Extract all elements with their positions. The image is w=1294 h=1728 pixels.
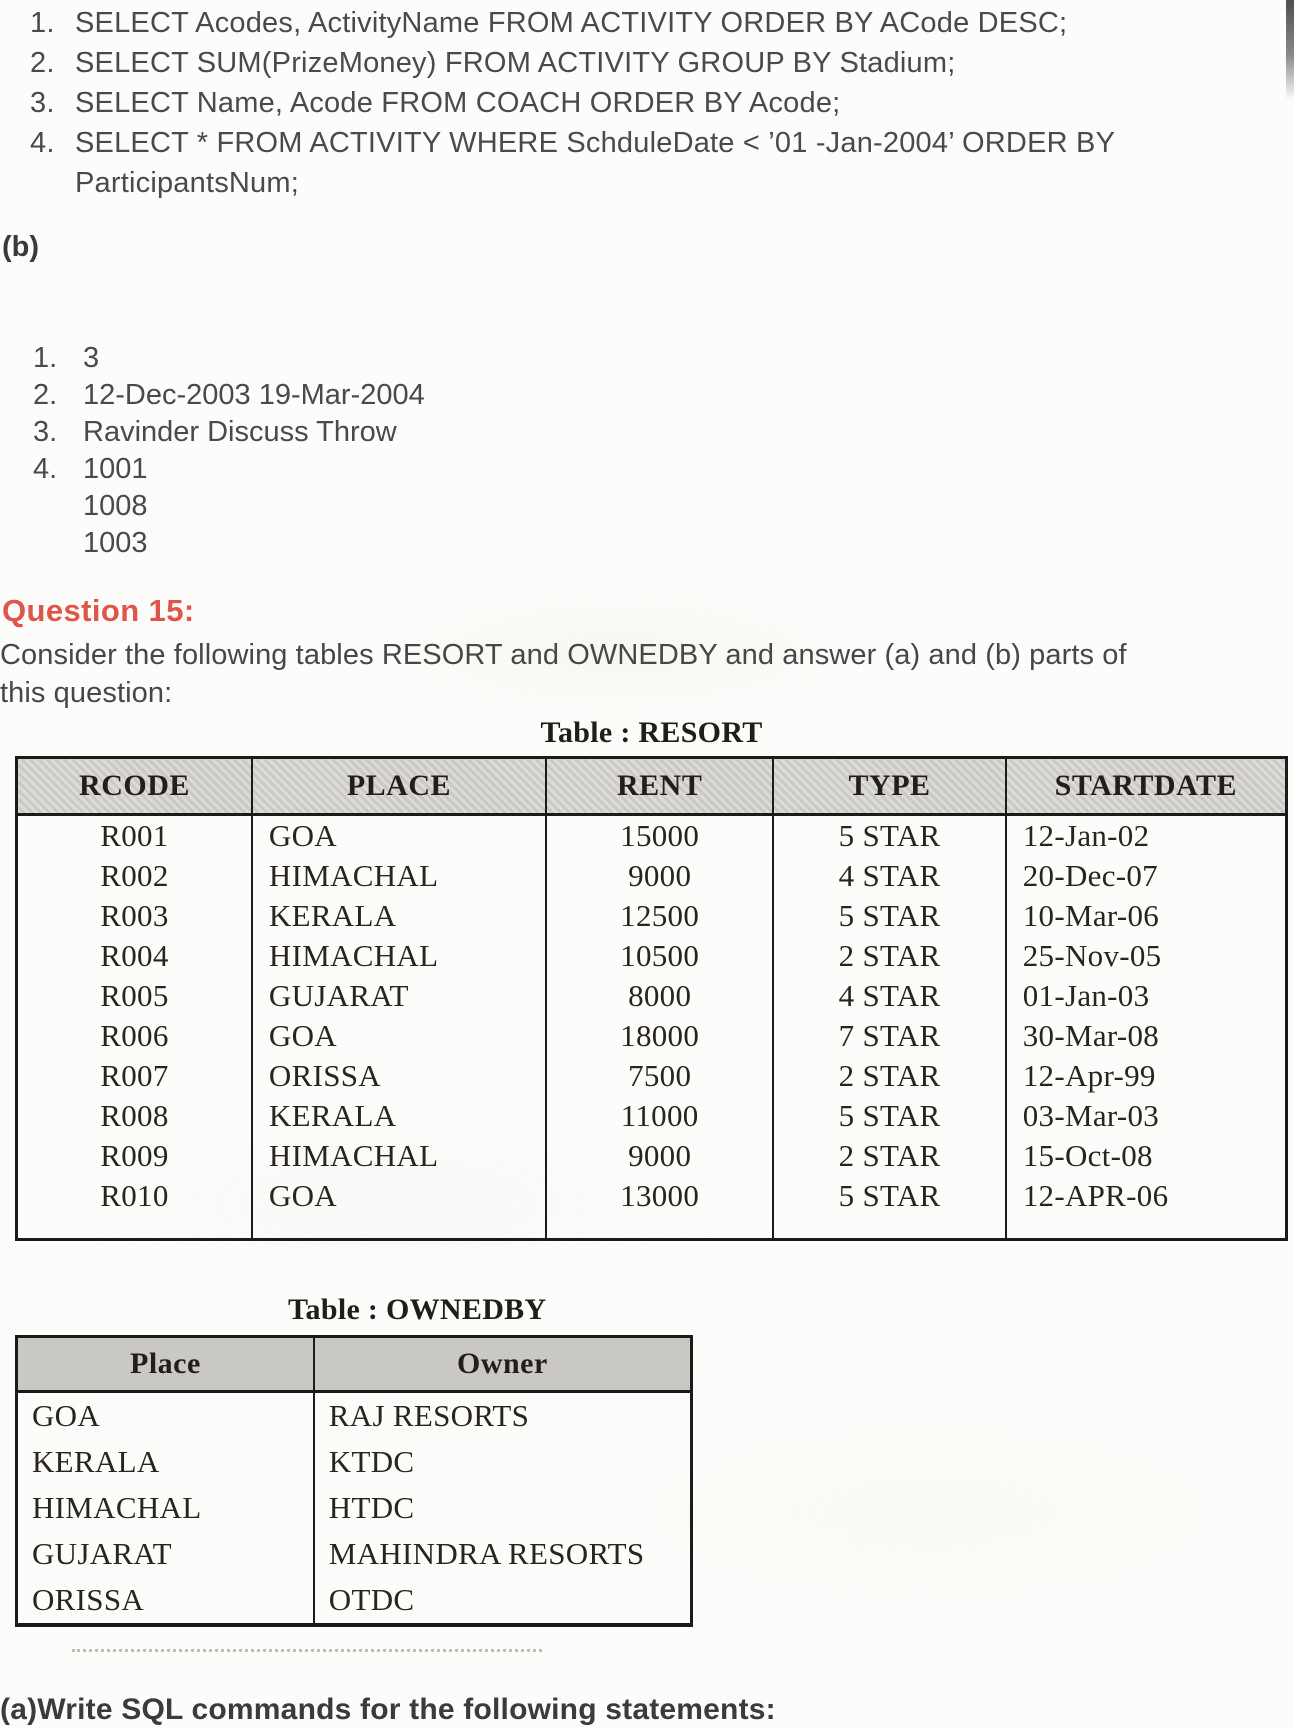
cell: 9000 xyxy=(546,1136,773,1176)
cell: R001 xyxy=(17,815,252,857)
answer-list xyxy=(0,337,1294,562)
list-number: 4. xyxy=(33,453,58,485)
cell: 12500 xyxy=(546,896,773,936)
cell: 12-APR-06 xyxy=(1006,1176,1287,1216)
cell: 03-Mar-03 xyxy=(1006,1096,1287,1136)
table-row xyxy=(17,1439,692,1485)
cell: 30-Mar-08 xyxy=(1006,1016,1287,1056)
spacer-row xyxy=(17,1216,1287,1240)
table-row xyxy=(17,1056,1287,1096)
resort-table xyxy=(15,756,1288,1241)
ownedby-table-title: Table : OWNEDBY xyxy=(288,1293,547,1326)
cell: R002 xyxy=(17,856,252,896)
cell: 01-Jan-03 xyxy=(1006,976,1287,1016)
ownedby-table xyxy=(15,1335,693,1627)
column-header: Owner xyxy=(314,1337,692,1392)
answer-text xyxy=(83,451,1294,562)
cell: R008 xyxy=(17,1096,252,1136)
scan-smudge-artifact xyxy=(72,1649,542,1652)
cell: 2 STAR xyxy=(773,1056,1005,1096)
cell: R005 xyxy=(17,976,252,1016)
column-header: STARTDATE xyxy=(1006,758,1287,815)
list-number: 3. xyxy=(30,87,55,119)
answer-value: 1003 xyxy=(83,527,148,559)
list-number: 1. xyxy=(33,342,58,374)
resort-table-title: Table : RESORT xyxy=(540,716,763,749)
list-item xyxy=(0,414,1294,451)
table-row xyxy=(17,1016,1287,1056)
table-row xyxy=(17,1485,692,1531)
cell: 13000 xyxy=(546,1176,773,1216)
cell: 8000 xyxy=(546,976,773,1016)
table-row xyxy=(17,896,1287,936)
list-item xyxy=(0,43,1294,83)
sql-query-text: SELECT SUM(PrizeMoney) FROM ACTIVITY GROUP BY Stadium; xyxy=(75,47,956,79)
cell: 7 STAR xyxy=(773,1016,1005,1056)
answer-text: 3 xyxy=(83,342,100,374)
cell: 11000 xyxy=(546,1096,773,1136)
cell: HIMACHAL xyxy=(17,1485,314,1531)
sql-query-line-1: SELECT * FROM ACTIVITY WHERE SchduleDate < ’01 -Jan-2004’ ORDER BY xyxy=(75,127,1116,159)
column-header: RENT xyxy=(546,758,773,815)
list-item xyxy=(0,123,1294,203)
header-row xyxy=(17,758,1287,815)
cell: 10500 xyxy=(546,936,773,976)
cell: HIMACHAL xyxy=(252,1136,546,1176)
cell: R009 xyxy=(17,1136,252,1176)
cell: RAJ RESORTS xyxy=(314,1392,692,1440)
cell: R003 xyxy=(17,896,252,936)
answer-text: Ravinder Discuss Throw xyxy=(83,416,397,448)
column-header: PLACE xyxy=(252,758,546,815)
list-item xyxy=(0,451,1294,562)
spacer-cell xyxy=(546,1216,773,1240)
cell: 15-Oct-08 xyxy=(1006,1136,1287,1176)
answer-text: 12-Dec-2003 19-Mar-2004 xyxy=(83,379,425,411)
cell: KERALA xyxy=(252,1096,546,1136)
cell: 10-Mar-06 xyxy=(1006,896,1287,936)
cell: 5 STAR xyxy=(773,1096,1005,1136)
list-item xyxy=(0,377,1294,414)
table-row xyxy=(17,1136,1287,1176)
cell: MAHINDRA RESORTS xyxy=(314,1531,692,1577)
cell: R010 xyxy=(17,1176,252,1216)
ownedby-table-title-row xyxy=(288,1293,1294,1327)
cell: GOA xyxy=(252,1016,546,1056)
cell: GOA xyxy=(252,1176,546,1216)
cell: KERALA xyxy=(252,896,546,936)
cell: 2 STAR xyxy=(773,1136,1005,1176)
cell: HTDC xyxy=(314,1485,692,1531)
sql-query-text xyxy=(75,123,1294,203)
cell: R004 xyxy=(17,936,252,976)
scan-edge-artifact xyxy=(1286,0,1294,100)
spacer-cell xyxy=(773,1216,1005,1240)
column-header: Place xyxy=(17,1337,314,1392)
question-paragraph-line-2: this question: xyxy=(0,677,173,709)
cell: HIMACHAL xyxy=(252,856,546,896)
cell: R007 xyxy=(17,1056,252,1096)
cell: R006 xyxy=(17,1016,252,1056)
list-item xyxy=(0,83,1294,123)
column-header: TYPE xyxy=(773,758,1005,815)
part-a-instruction: (a)Write SQL commands for the following statements: xyxy=(0,1693,776,1726)
cell: 20-Dec-07 xyxy=(1006,856,1287,896)
table-row xyxy=(17,976,1287,1016)
header-row xyxy=(17,1337,692,1392)
cell: 25-Nov-05 xyxy=(1006,936,1287,976)
table-row xyxy=(17,1531,692,1577)
sql-query-text: SELECT Acodes, ActivityName FROM ACTIVITY ORDER BY ACode DESC; xyxy=(75,7,1068,39)
cell: 4 STAR xyxy=(773,856,1005,896)
spacer-cell xyxy=(1006,1216,1287,1240)
cell: 18000 xyxy=(546,1016,773,1056)
sql-query-list xyxy=(0,0,1294,203)
cell: 4 STAR xyxy=(773,976,1005,1016)
cell: 9000 xyxy=(546,856,773,896)
resort-table-title-row xyxy=(15,716,1288,750)
question-heading: Question 15: xyxy=(2,593,195,628)
cell: KERALA xyxy=(17,1439,314,1485)
question-paragraph xyxy=(0,636,1294,712)
list-number: 1. xyxy=(30,7,55,39)
cell: GOA xyxy=(252,815,546,857)
table-row xyxy=(17,1176,1287,1216)
table-row xyxy=(17,936,1287,976)
cell: 5 STAR xyxy=(773,1176,1005,1216)
cell: ORISSA xyxy=(17,1577,314,1625)
sql-query-text: SELECT Name, Acode FROM COACH ORDER BY Acode; xyxy=(75,87,841,119)
answer-value: 1008 xyxy=(83,490,148,522)
list-item xyxy=(0,3,1294,43)
cell: GUJARAT xyxy=(252,976,546,1016)
column-header: RCODE xyxy=(17,758,252,815)
table-row xyxy=(17,856,1287,896)
list-number: 2. xyxy=(30,47,55,79)
cell: GOA xyxy=(17,1392,314,1440)
answer-value: 1001 xyxy=(83,453,148,485)
cell: HIMACHAL xyxy=(252,936,546,976)
list-number: 3. xyxy=(33,416,58,448)
spacer-cell xyxy=(252,1216,546,1240)
list-number: 2. xyxy=(33,379,58,411)
cell: 5 STAR xyxy=(773,896,1005,936)
cell: OTDC xyxy=(314,1577,692,1625)
list-item xyxy=(0,340,1294,377)
sql-query-line-2: ParticipantsNum; xyxy=(75,167,299,199)
table-row xyxy=(17,1096,1287,1136)
cell: ORISSA xyxy=(252,1056,546,1096)
part-b-label: (b) xyxy=(2,231,40,263)
table-row xyxy=(17,1392,692,1440)
cell: 2 STAR xyxy=(773,936,1005,976)
cell: 7500 xyxy=(546,1056,773,1096)
list-number: 4. xyxy=(30,127,55,159)
question-paragraph-line-1: Consider the following tables RESORT and OWNEDBY and answer (a) and (b) parts of xyxy=(0,639,1127,671)
cell: 15000 xyxy=(546,815,773,857)
cell: 5 STAR xyxy=(773,815,1005,857)
cell: 12-Apr-99 xyxy=(1006,1056,1287,1096)
table-row xyxy=(17,815,1287,857)
spacer-cell xyxy=(17,1216,252,1240)
cell: 12-Jan-02 xyxy=(1006,815,1287,857)
table-row xyxy=(17,1577,692,1625)
cell: KTDC xyxy=(314,1439,692,1485)
cell: GUJARAT xyxy=(17,1531,314,1577)
